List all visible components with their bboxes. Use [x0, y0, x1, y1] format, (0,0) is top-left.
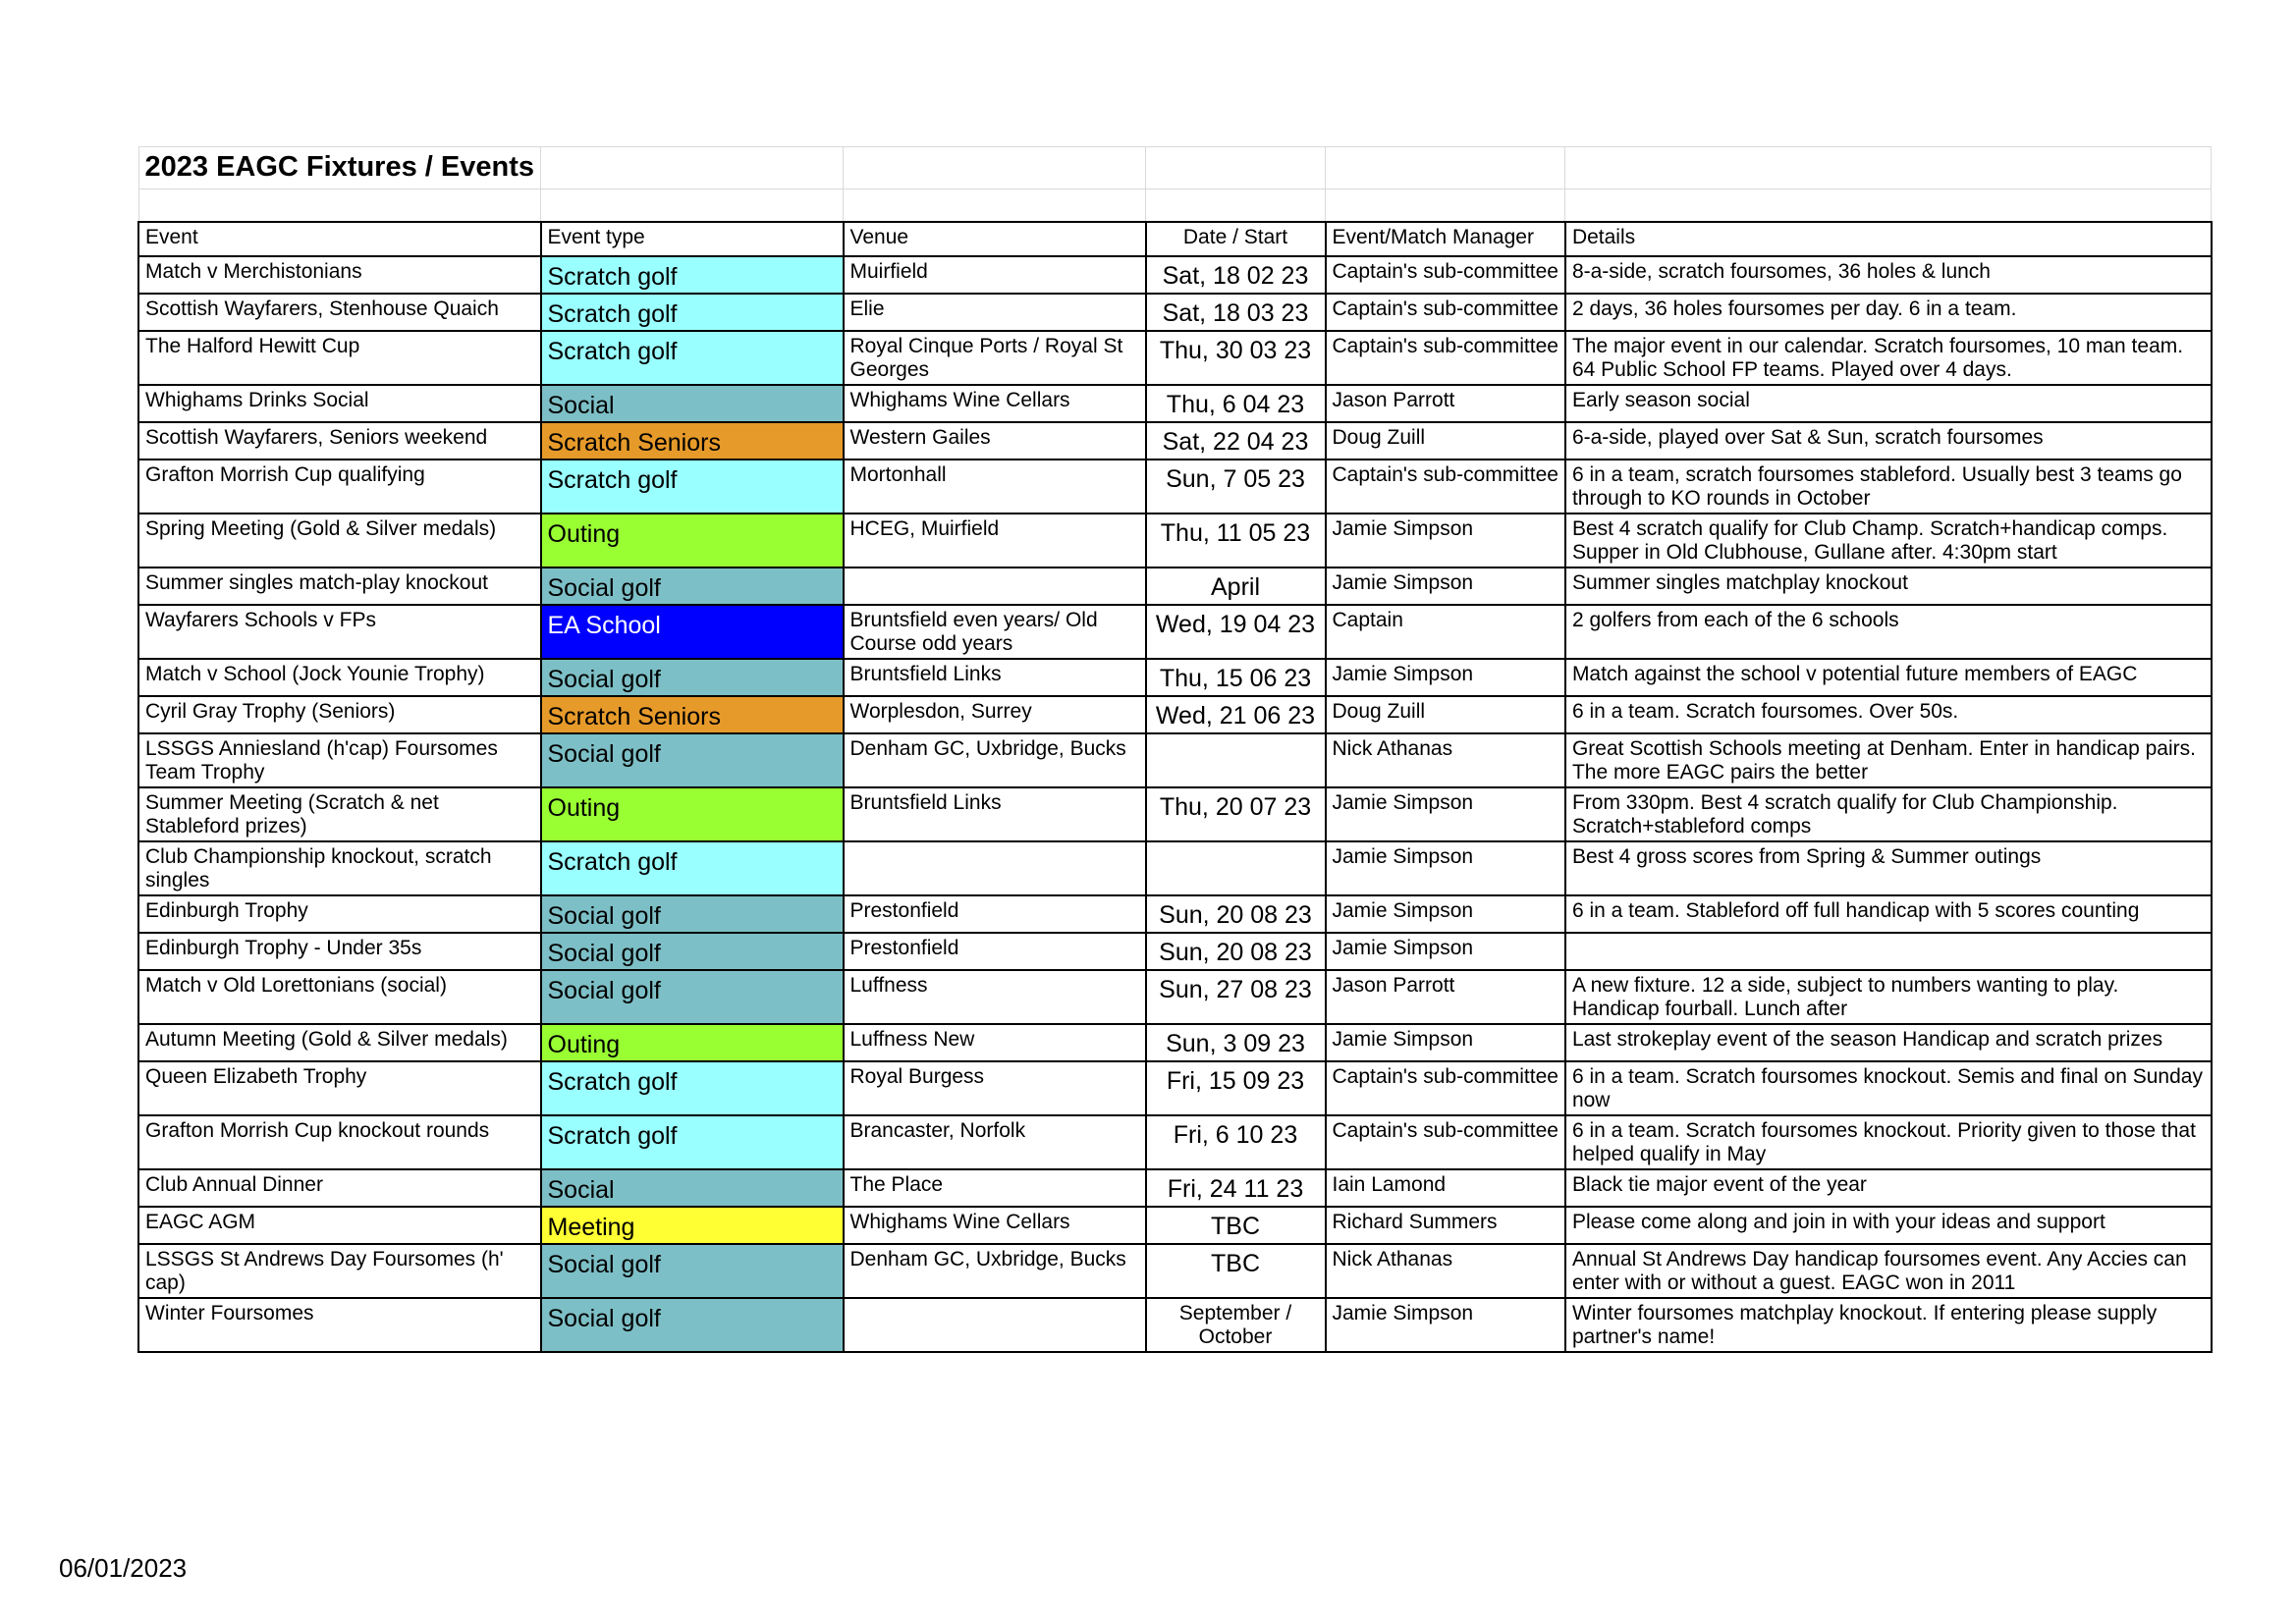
table-row: [138, 1244, 2212, 1298]
details-cell[interactable]: Please come along and join in with your ideas and support: [1565, 1207, 2212, 1244]
date-cell[interactable]: Sat, 22 04 23: [1146, 422, 1326, 460]
date-cell[interactable]: TBC: [1146, 1244, 1326, 1298]
details-cell[interactable]: The major event in our calendar. Scratch foursomes, 10 man team. 64 Public School FP teams. Played over 4 days.: [1565, 331, 2212, 385]
manager-cell[interactable]: Doug Zuill: [1326, 696, 1565, 733]
event-cell[interactable]: Scottish Wayfarers, Stenhouse Quaich: [138, 294, 541, 331]
event-type-cell[interactable]: EA School: [541, 605, 844, 659]
details-cell[interactable]: Best 4 gross scores from Spring & Summer outings: [1565, 841, 2212, 895]
event-cell[interactable]: Summer singles match-play knockout: [138, 568, 541, 605]
manager-cell[interactable]: Jamie Simpson: [1326, 841, 1565, 895]
table-row: [138, 696, 2212, 733]
details-cell[interactable]: [1565, 933, 2212, 970]
date-cell[interactable]: [1146, 841, 1326, 895]
header-manager[interactable]: Event/Match Manager: [1326, 222, 1565, 256]
table-row: [138, 1169, 2212, 1207]
header-event[interactable]: Event: [138, 222, 541, 256]
table-row: [138, 895, 2212, 933]
empty-cell[interactable]: [541, 147, 844, 189]
manager-cell[interactable]: Jamie Simpson: [1326, 1298, 1565, 1352]
event-cell[interactable]: Winter Foursomes: [138, 1298, 541, 1352]
manager-cell[interactable]: Jamie Simpson: [1326, 514, 1565, 568]
event-type-cell[interactable]: Scratch golf: [541, 331, 844, 385]
manager-cell[interactable]: Captain's sub-committee: [1326, 331, 1565, 385]
event-type-cell[interactable]: Meeting: [541, 1207, 844, 1244]
event-type-cell[interactable]: Outing: [541, 514, 844, 568]
title-row: [138, 147, 2212, 189]
event-cell[interactable]: LSSGS Anniesland (h'cap) Foursomes Team Trophy: [138, 733, 541, 787]
venue-cell[interactable]: Bruntsfield even years/ Old Course odd years: [844, 605, 1146, 659]
date-cell[interactable]: Fri, 15 09 23: [1146, 1061, 1326, 1115]
event-type-cell[interactable]: Social golf: [541, 568, 844, 605]
event-type-cell[interactable]: Social golf: [541, 895, 844, 933]
event-cell[interactable]: Autumn Meeting (Gold & Silver medals): [138, 1024, 541, 1061]
event-type-cell[interactable]: Social: [541, 385, 844, 422]
empty-cell[interactable]: [1326, 189, 1565, 223]
venue-cell[interactable]: Denham GC, Uxbridge, Bucks: [844, 1244, 1146, 1298]
header-details[interactable]: Details: [1565, 222, 2212, 256]
manager-cell[interactable]: Jason Parrott: [1326, 970, 1565, 1024]
date-cell[interactable]: Wed, 19 04 23: [1146, 605, 1326, 659]
table-row: [138, 514, 2212, 568]
event-type-cell[interactable]: Scratch golf: [541, 460, 844, 514]
date-cell[interactable]: Sun, 7 05 23: [1146, 460, 1326, 514]
venue-cell[interactable]: Western Gailes: [844, 422, 1146, 460]
venue-cell[interactable]: HCEG, Muirfield: [844, 514, 1146, 568]
page-title: 2023 EAGC Fixtures / Events: [138, 147, 541, 189]
details-cell[interactable]: Early season social: [1565, 385, 2212, 422]
date-cell[interactable]: Thu, 30 03 23: [1146, 331, 1326, 385]
venue-cell[interactable]: Luffness New: [844, 1024, 1146, 1061]
manager-cell[interactable]: Captain's sub-committee: [1326, 1061, 1565, 1115]
manager-cell[interactable]: Jamie Simpson: [1326, 895, 1565, 933]
details-cell[interactable]: Best 4 scratch qualify for Club Champ. Scratch+handicap comps. Supper in Old Clubhouse, Gullane after. 4:30pm start: [1565, 514, 2212, 568]
event-type-cell[interactable]: Social golf: [541, 970, 844, 1024]
event-type-cell[interactable]: Outing: [541, 787, 844, 841]
date-cell[interactable]: Fri, 6 10 23: [1146, 1115, 1326, 1169]
venue-cell[interactable]: Brancaster, Norfolk: [844, 1115, 1146, 1169]
table-row: [138, 422, 2212, 460]
date-cell[interactable]: Sun, 20 08 23: [1146, 933, 1326, 970]
details-cell[interactable]: 6 in a team. Scratch foursomes. Over 50s.: [1565, 696, 2212, 733]
header-date-start[interactable]: Date / Start: [1146, 222, 1326, 256]
event-type-cell[interactable]: Scratch golf: [541, 294, 844, 331]
manager-cell[interactable]: Nick Athanas: [1326, 1244, 1565, 1298]
event-cell[interactable]: EAGC AGM: [138, 1207, 541, 1244]
details-cell[interactable]: Great Scottish Schools meeting at Denham. Enter in handicap pairs. The more EAGC pairs the better: [1565, 733, 2212, 787]
empty-cell[interactable]: [844, 147, 1146, 189]
fixtures-table: [137, 146, 2213, 1353]
table-row: [138, 331, 2212, 385]
table-row: [138, 1207, 2212, 1244]
venue-cell[interactable]: Whighams Wine Cellars: [844, 385, 1146, 422]
empty-cell[interactable]: [138, 189, 541, 223]
manager-cell[interactable]: Jason Parrott: [1326, 385, 1565, 422]
event-cell[interactable]: Whighams Drinks Social: [138, 385, 541, 422]
date-cell[interactable]: April: [1146, 568, 1326, 605]
venue-cell[interactable]: [844, 568, 1146, 605]
table-row: [138, 460, 2212, 514]
table-row: [138, 605, 2212, 659]
details-cell[interactable]: 2 golfers from each of the 6 schools: [1565, 605, 2212, 659]
event-cell[interactable]: Scottish Wayfarers, Seniors weekend: [138, 422, 541, 460]
event-cell[interactable]: Grafton Morrish Cup knockout rounds: [138, 1115, 541, 1169]
manager-cell[interactable]: Captain's sub-committee: [1326, 1115, 1565, 1169]
event-type-cell[interactable]: Scratch Seniors: [541, 696, 844, 733]
venue-cell[interactable]: Elie: [844, 294, 1146, 331]
details-cell[interactable]: 2 days, 36 holes foursomes per day. 6 in a team.: [1565, 294, 2212, 331]
details-cell[interactable]: A new fixture. 12 a side, subject to numbers wanting to play. Handicap fourball. Lunch after: [1565, 970, 2212, 1024]
date-cell[interactable]: Sun, 27 08 23: [1146, 970, 1326, 1024]
manager-cell[interactable]: Richard Summers: [1326, 1207, 1565, 1244]
header-venue[interactable]: Venue: [844, 222, 1146, 256]
manager-cell[interactable]: Jamie Simpson: [1326, 568, 1565, 605]
venue-cell[interactable]: Royal Burgess: [844, 1061, 1146, 1115]
table-row: [138, 294, 2212, 331]
empty-cell[interactable]: [1565, 147, 2212, 189]
table-row: [138, 733, 2212, 787]
manager-cell[interactable]: Jamie Simpson: [1326, 1024, 1565, 1061]
manager-cell[interactable]: Nick Athanas: [1326, 733, 1565, 787]
manager-cell[interactable]: Jamie Simpson: [1326, 787, 1565, 841]
venue-cell[interactable]: [844, 1298, 1146, 1352]
date-cell[interactable]: Sat, 18 02 23: [1146, 256, 1326, 294]
empty-cell[interactable]: [1565, 189, 2212, 223]
event-cell[interactable]: LSSGS St Andrews Day Foursomes (h' cap): [138, 1244, 541, 1298]
table-row: [138, 256, 2212, 294]
event-cell[interactable]: Cyril Gray Trophy (Seniors): [138, 696, 541, 733]
manager-cell[interactable]: Captain: [1326, 605, 1565, 659]
venue-cell[interactable]: Muirfield: [844, 256, 1146, 294]
event-type-cell[interactable]: Social golf: [541, 1298, 844, 1352]
table-row: [138, 1115, 2212, 1169]
event-type-cell[interactable]: Outing: [541, 1024, 844, 1061]
manager-cell[interactable]: Doug Zuill: [1326, 422, 1565, 460]
date-cell[interactable]: [1146, 733, 1326, 787]
details-cell[interactable]: 6 in a team. Scratch foursomes knockout. Semis and final on Sunday now: [1565, 1061, 2212, 1115]
details-cell[interactable]: 6 in a team, scratch foursomes stableford. Usually best 3 teams go through to KO rounds in October: [1565, 460, 2212, 514]
details-cell[interactable]: 6 in a team. Scratch foursomes knockout. Priority given to those that helped qualify in May: [1565, 1115, 2212, 1169]
empty-cell[interactable]: [541, 189, 844, 223]
event-cell[interactable]: Club Annual Dinner: [138, 1169, 541, 1207]
table-row: [138, 1024, 2212, 1061]
details-cell[interactable]: 6 in a team. Stableford off full handicap with 5 scores counting: [1565, 895, 2212, 933]
empty-cell[interactable]: [844, 189, 1146, 223]
event-cell[interactable]: Match v Old Lorettonians (social): [138, 970, 541, 1024]
event-type-cell[interactable]: Social golf: [541, 1244, 844, 1298]
event-cell[interactable]: Club Championship knockout, scratch singles: [138, 841, 541, 895]
date-cell[interactable]: September / October: [1146, 1298, 1326, 1352]
date-cell[interactable]: Thu, 15 06 23: [1146, 659, 1326, 696]
details-cell[interactable]: Match against the school v potential future members of EAGC: [1565, 659, 2212, 696]
manager-cell[interactable]: Jamie Simpson: [1326, 659, 1565, 696]
header-event-type[interactable]: Event type: [541, 222, 844, 256]
venue-cell[interactable]: Mortonhall: [844, 460, 1146, 514]
date-cell[interactable]: Sun, 20 08 23: [1146, 895, 1326, 933]
manager-cell[interactable]: Jamie Simpson: [1326, 933, 1565, 970]
venue-cell[interactable]: Prestonfield: [844, 933, 1146, 970]
details-cell[interactable]: 6-a-side, played over Sat & Sun, scratch foursomes: [1565, 422, 2212, 460]
table-row: [138, 933, 2212, 970]
event-cell[interactable]: Summer Meeting (Scratch & net Stableford prizes): [138, 787, 541, 841]
venue-cell[interactable]: Denham GC, Uxbridge, Bucks: [844, 733, 1146, 787]
event-cell[interactable]: Spring Meeting (Gold & Silver medals): [138, 514, 541, 568]
event-type-cell[interactable]: Scratch golf: [541, 1061, 844, 1115]
event-cell[interactable]: Edinburgh Trophy: [138, 895, 541, 933]
event-type-cell[interactable]: Scratch golf: [541, 256, 844, 294]
blank-row: [138, 189, 2212, 223]
date-cell[interactable]: Thu, 20 07 23: [1146, 787, 1326, 841]
empty-cell[interactable]: [1326, 147, 1565, 189]
manager-cell[interactable]: Iain Lamond: [1326, 1169, 1565, 1207]
table-row: [138, 787, 2212, 841]
date-cell[interactable]: Fri, 24 11 23: [1146, 1169, 1326, 1207]
event-cell[interactable]: The Halford Hewitt Cup: [138, 331, 541, 385]
venue-cell[interactable]: Royal Cinque Ports / Royal St Georges: [844, 331, 1146, 385]
manager-cell[interactable]: Captain's sub-committee: [1326, 256, 1565, 294]
header-row: [138, 222, 2212, 256]
venue-cell[interactable]: [844, 841, 1146, 895]
empty-cell[interactable]: [1146, 189, 1326, 223]
venue-cell[interactable]: Bruntsfield Links: [844, 787, 1146, 841]
event-cell[interactable]: Wayfarers Schools v FPs: [138, 605, 541, 659]
details-cell[interactable]: Winter foursomes matchplay knockout. If entering please supply partner's name!: [1565, 1298, 2212, 1352]
event-cell[interactable]: Match v Merchistonians: [138, 256, 541, 294]
event-cell[interactable]: Match v School (Jock Younie Trophy): [138, 659, 541, 696]
event-cell[interactable]: Grafton Morrish Cup qualifying: [138, 460, 541, 514]
event-type-cell[interactable]: Social golf: [541, 933, 844, 970]
details-cell[interactable]: Annual St Andrews Day handicap foursomes event. Any Accies can enter with or without a guest. EAGC won in 2011: [1565, 1244, 2212, 1298]
details-cell[interactable]: From 330pm. Best 4 scratch qualify for Club Championship. Scratch+stableford comps: [1565, 787, 2212, 841]
event-type-cell[interactable]: Social golf: [541, 733, 844, 787]
details-cell[interactable]: Last strokeplay event of the season Handicap and scratch prizes: [1565, 1024, 2212, 1061]
venue-cell[interactable]: Prestonfield: [844, 895, 1146, 933]
table-row: [138, 1298, 2212, 1352]
details-cell[interactable]: Black tie major event of the year: [1565, 1169, 2212, 1207]
event-type-cell[interactable]: Scratch Seniors: [541, 422, 844, 460]
date-cell[interactable]: Wed, 21 06 23: [1146, 696, 1326, 733]
venue-cell[interactable]: Whighams Wine Cellars: [844, 1207, 1146, 1244]
event-type-cell[interactable]: Scratch golf: [541, 841, 844, 895]
details-cell[interactable]: Summer singles matchplay knockout: [1565, 568, 2212, 605]
event-type-cell[interactable]: Social: [541, 1169, 844, 1207]
table-row: [138, 841, 2212, 895]
table-row: [138, 1061, 2212, 1115]
table-row: [138, 568, 2212, 605]
date-cell[interactable]: Sat, 18 03 23: [1146, 294, 1326, 331]
table-row: [138, 970, 2212, 1024]
venue-cell[interactable]: Luffness: [844, 970, 1146, 1024]
footer-date: 06/01/2023: [59, 1553, 188, 1583]
date-cell[interactable]: Thu, 11 05 23: [1146, 514, 1326, 568]
venue-cell[interactable]: The Place: [844, 1169, 1146, 1207]
event-type-cell[interactable]: Scratch golf: [541, 1115, 844, 1169]
date-cell[interactable]: TBC: [1146, 1207, 1326, 1244]
details-cell[interactable]: 8-a-side, scratch foursomes, 36 holes & lunch: [1565, 256, 2212, 294]
empty-cell[interactable]: [1146, 147, 1326, 189]
table-row: [138, 385, 2212, 422]
manager-cell[interactable]: Captain's sub-committee: [1326, 460, 1565, 514]
table-row: [138, 659, 2212, 696]
date-cell[interactable]: Thu, 6 04 23: [1146, 385, 1326, 422]
date-cell[interactable]: Sun, 3 09 23: [1146, 1024, 1326, 1061]
manager-cell[interactable]: Captain's sub-committee: [1326, 294, 1565, 331]
venue-cell[interactable]: Worplesdon, Surrey: [844, 696, 1146, 733]
venue-cell[interactable]: Bruntsfield Links: [844, 659, 1146, 696]
event-cell[interactable]: Queen Elizabeth Trophy: [138, 1061, 541, 1115]
event-cell[interactable]: Edinburgh Trophy - Under 35s: [138, 933, 541, 970]
event-type-cell[interactable]: Social golf: [541, 659, 844, 696]
